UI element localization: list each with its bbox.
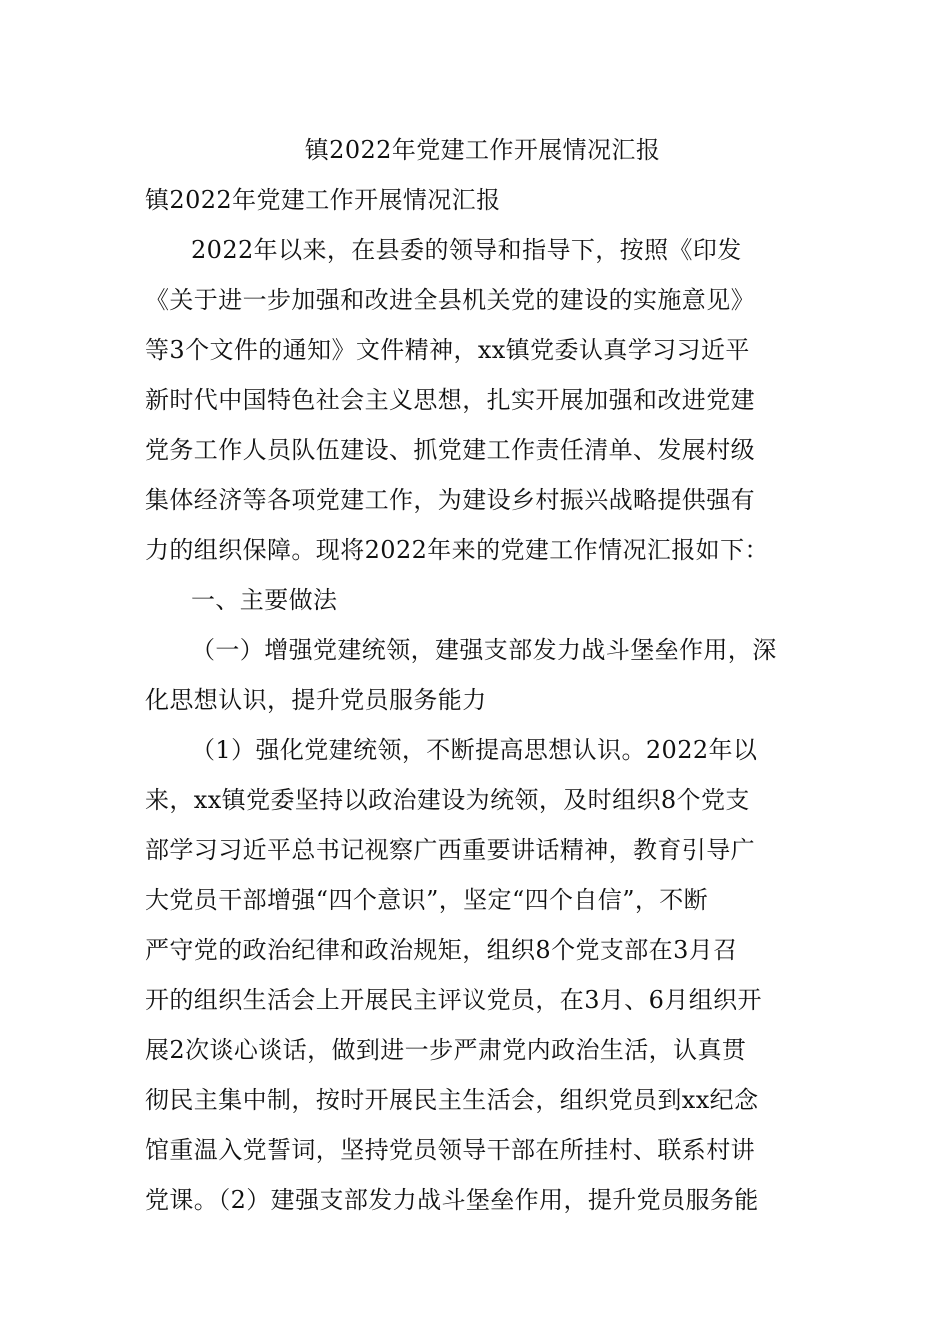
document-subtitle: 镇2022年党建工作开展情况汇报 (145, 186, 501, 214)
paragraph-line: 彻民主集中制，按时开展民主生活会，组织党员到xx纪念 (145, 1086, 759, 1114)
paragraph-line: 展2次谈心谈话，做到进一步严肃党内政治生活，认真贯 (145, 1036, 747, 1064)
paragraph-line: 2022年以来，在县委的领导和指导下，按照《印发 (191, 236, 742, 264)
paragraph-line: （1）强化党建统领，不断提高思想认识。2022年以 (191, 736, 758, 764)
paragraph-line: 新时代中国特色社会主义思想，扎实开展加强和改进党建 (145, 386, 755, 414)
section-heading: 一、主要做法 (191, 586, 338, 614)
subsection-heading-line: （一）增强党建统领，建强支部发力战斗堡垒作用，深 (191, 636, 777, 664)
paragraph-line: 部学习习近平总书记视察广西重要讲话精神，教育引导广 (145, 836, 755, 864)
paragraph-line: 开的组织生活会上开展民主评议党员，在3月、6月组织开 (145, 986, 762, 1014)
paragraph-line: 大党员干部增强“四个意识”，坚定“四个自信”，不断 (145, 886, 709, 914)
paragraph-line: 党课。（2）建强支部发力战斗堡垒作用，提升党员服务能 (145, 1186, 759, 1214)
paragraph-line: 馆重温入党誓词，坚持党员领导干部在所挂村、联系村讲 (145, 1136, 755, 1164)
paragraph-line: 严守党的政治纪律和政治规矩，组织8个党支部在3月召 (145, 936, 738, 964)
document-title: 镇2022年党建工作开展情况汇报 (304, 136, 661, 164)
document-body (145, 125, 810, 1225)
paragraph-line: 来，xx镇党委坚持以政治建设为统领，及时组织8个党支 (145, 786, 750, 814)
paragraph-line: 集体经济等各项党建工作，为建设乡村振兴战略提供强有 (145, 486, 755, 514)
paragraph-line: 党务工作人员队伍建设、抓党建工作责任清单、发展村级 (145, 436, 755, 464)
paragraph-line: 《关于进一步加强和改进全县机关党的建设的实施意见》 (145, 286, 755, 314)
paragraph-line: 力的组织保障。现将2022年来的党建工作情况汇报如下： (145, 536, 769, 564)
paragraph-line: 等3个文件的通知》文件精神，xx镇党委认真学习习近平 (145, 336, 750, 364)
subsection-heading-line: 化思想认识，提升党员服务能力 (145, 686, 487, 714)
